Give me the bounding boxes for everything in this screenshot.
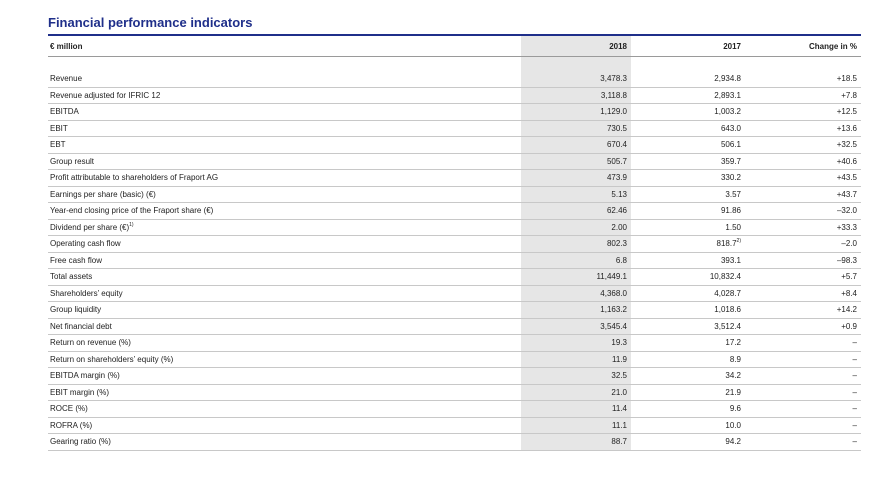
row-label	[48, 170, 521, 187]
value-2017-text: 643.0	[720, 123, 741, 133]
row-label-text: Year-end closing price of the Fraport share (€)	[50, 206, 214, 216]
row-label	[48, 269, 521, 286]
value-2017-text: 94.2	[725, 437, 741, 447]
row-label	[48, 434, 521, 451]
year-2017-header: 2017	[723, 41, 741, 51]
value-2017	[631, 269, 745, 286]
value-2018: 11.1	[521, 417, 631, 434]
value-2017-text: 506.1	[720, 140, 741, 150]
value-2017	[631, 417, 745, 434]
row-label-text: Net financial debt	[50, 321, 112, 331]
row-label	[48, 302, 521, 319]
value-2017-text: 818.7	[716, 239, 737, 249]
value-2017	[631, 384, 745, 401]
row-label-text: EBIT margin (%)	[50, 387, 109, 397]
value-2018: 4,368.0	[521, 285, 631, 302]
table-row	[48, 351, 861, 368]
value-2017	[631, 351, 745, 368]
value-2017-text: 91.86	[720, 206, 741, 216]
value-2018: 11,449.1	[521, 269, 631, 286]
row-label	[48, 285, 521, 302]
row-label-text: ROCE (%)	[50, 404, 88, 414]
table-row	[48, 153, 861, 170]
value-2018: 32.5	[521, 368, 631, 385]
table-row	[48, 219, 861, 236]
row-label-text: Group liquidity	[50, 305, 102, 315]
value-2017	[631, 318, 745, 335]
table-row	[48, 318, 861, 335]
change-percent: –	[745, 417, 861, 434]
row-label-text: Shareholders’ equity	[50, 288, 123, 298]
row-label-text: Profit attributable to shareholders of Fraport AG	[50, 173, 219, 183]
row-label-text: Gearing ratio (%)	[50, 437, 111, 447]
table-row	[48, 368, 861, 385]
change-percent: +43.5	[745, 170, 861, 187]
financial-table	[48, 36, 861, 451]
table-row	[48, 384, 861, 401]
value-2017-text: 8.9	[729, 354, 741, 364]
year-2018-header: 2018	[521, 36, 631, 57]
row-label	[48, 236, 521, 253]
value-2018: 3,478.3	[521, 71, 631, 87]
table-row	[48, 87, 861, 104]
value-2017-text: 330.2	[720, 173, 741, 183]
row-label	[48, 219, 521, 236]
value-2018: 730.5	[521, 120, 631, 137]
value-2017-text: 3,512.4	[714, 321, 741, 331]
table-row	[48, 434, 861, 451]
value-2017	[631, 120, 745, 137]
row-label-text: EBITDA	[50, 107, 79, 117]
value-2017-text: 10.0	[725, 420, 741, 430]
row-label-text: Revenue	[50, 74, 83, 84]
value-2018: 6.8	[521, 252, 631, 269]
row-label	[48, 186, 521, 203]
value-2018: 5.13	[521, 186, 631, 203]
change-percent: +14.2	[745, 302, 861, 319]
change-percent: –98.3	[745, 252, 861, 269]
row-label	[48, 417, 521, 434]
value-2017-text: 17.2	[725, 338, 741, 348]
table-body	[48, 57, 861, 451]
table-row	[48, 137, 861, 154]
table-row	[48, 285, 861, 302]
unit-header: € million	[50, 41, 83, 51]
change-percent: +13.6	[745, 120, 861, 137]
row-label-text: Earnings per share (basic) (€)	[50, 189, 156, 199]
change-percent: +18.5	[745, 71, 861, 87]
table-row	[48, 302, 861, 319]
table-row	[48, 401, 861, 418]
row-label	[48, 318, 521, 335]
value-2017	[631, 335, 745, 352]
table-row	[48, 335, 861, 352]
value-2017-text: 10,832.4	[709, 272, 741, 282]
value-2017-text: 1.50	[725, 222, 741, 232]
value-2017	[631, 137, 745, 154]
change-percent: –32.0	[745, 203, 861, 220]
row-label-text: ROFRA (%)	[50, 420, 93, 430]
table-row	[48, 417, 861, 434]
value-2017	[631, 87, 745, 104]
value-2018: 88.7	[521, 434, 631, 451]
table-row	[48, 269, 861, 286]
value-2017	[631, 71, 745, 87]
value-2018: 670.4	[521, 137, 631, 154]
value-2017	[631, 170, 745, 187]
value-2018: 473.9	[521, 170, 631, 187]
table-row	[48, 236, 861, 253]
table-row	[48, 186, 861, 203]
financial-indicators-section	[48, 14, 861, 451]
value-2017-text: 2,893.1	[714, 90, 741, 100]
row-label	[48, 368, 521, 385]
value-2018: 802.3	[521, 236, 631, 253]
value-2018: 62.46	[521, 203, 631, 220]
table-row	[48, 252, 861, 269]
row-label	[48, 104, 521, 121]
change-percent: –	[745, 434, 861, 451]
row-label-text: EBIT	[50, 123, 68, 133]
row-label	[48, 137, 521, 154]
value-2018: 19.3	[521, 335, 631, 352]
value-2018: 2.00	[521, 219, 631, 236]
table-row	[48, 120, 861, 137]
row-label	[48, 351, 521, 368]
row-label	[48, 252, 521, 269]
value-2017-text: 9.6	[729, 404, 741, 414]
table-row	[48, 71, 861, 87]
value-2018: 3,118.8	[521, 87, 631, 104]
value-2017	[631, 153, 745, 170]
row-label	[48, 71, 521, 87]
value-2018: 3,545.4	[521, 318, 631, 335]
value-2017	[631, 368, 745, 385]
change-header: Change in %	[808, 41, 857, 51]
row-label-text: Return on shareholders’ equity (%)	[50, 354, 174, 364]
value-2017	[631, 203, 745, 220]
value-2017-text: 34.2	[725, 371, 741, 381]
value-2018: 21.0	[521, 384, 631, 401]
value-2017	[631, 401, 745, 418]
value-2017	[631, 434, 745, 451]
value-2018: 11.4	[521, 401, 631, 418]
change-percent: –	[745, 401, 861, 418]
value-2017	[631, 285, 745, 302]
value-2017	[631, 302, 745, 319]
row-label-text: Return on revenue (%)	[50, 338, 131, 348]
change-percent: +43.7	[745, 186, 861, 203]
spacer-row	[48, 57, 861, 72]
value-2018: 1,163.2	[521, 302, 631, 319]
row-label	[48, 401, 521, 418]
value-2018: 1,129.0	[521, 104, 631, 121]
row-label	[48, 153, 521, 170]
change-percent: +7.8	[745, 87, 861, 104]
row-label	[48, 87, 521, 104]
value-2018: 11.9	[521, 351, 631, 368]
value-2017-text: 3.57	[725, 189, 741, 199]
change-percent: +33.3	[745, 219, 861, 236]
value-2017-text: 393.1	[720, 255, 741, 265]
row-label	[48, 120, 521, 137]
value-2017-text: 1,003.2	[714, 107, 741, 117]
row-label	[48, 335, 521, 352]
table-header-row	[48, 36, 861, 57]
value-2017	[631, 219, 745, 236]
value-2017	[631, 186, 745, 203]
value-2017-text: 1,018.6	[714, 305, 741, 315]
footnote-marker: 2)	[736, 238, 741, 245]
value-2018: 505.7	[521, 153, 631, 170]
change-percent: +8.4	[745, 285, 861, 302]
row-label-text: Free cash flow	[50, 255, 103, 265]
row-label-text: Revenue adjusted for IFRIC 12	[50, 90, 161, 100]
footnote-marker: 1)	[129, 221, 134, 228]
table-row	[48, 104, 861, 121]
change-percent: –	[745, 335, 861, 352]
row-label-text: Dividend per share (€)	[50, 222, 130, 232]
value-2017-text: 2,934.8	[714, 74, 741, 84]
value-2017-text: 21.9	[725, 387, 741, 397]
row-label	[48, 203, 521, 220]
table-row	[48, 170, 861, 187]
change-percent: –	[745, 351, 861, 368]
row-label-text: Total assets	[50, 272, 93, 282]
value-2017	[631, 236, 745, 253]
table-title: Financial performance indicators	[48, 15, 253, 30]
row-label-text: Operating cash flow	[50, 239, 121, 249]
value-2017-text: 359.7	[720, 156, 741, 166]
change-percent: +12.5	[745, 104, 861, 121]
change-percent: +32.5	[745, 137, 861, 154]
row-label-text: EBT	[50, 140, 66, 150]
row-label-text: Group result	[50, 156, 95, 166]
table-row	[48, 203, 861, 220]
change-percent: –2.0	[745, 236, 861, 253]
row-label-text: EBITDA margin (%)	[50, 371, 120, 381]
change-percent: –	[745, 368, 861, 385]
value-2017	[631, 104, 745, 121]
change-percent: +40.6	[745, 153, 861, 170]
value-2017-text: 4,028.7	[714, 288, 741, 298]
row-label	[48, 384, 521, 401]
change-percent: +5.7	[745, 269, 861, 286]
value-2017	[631, 252, 745, 269]
change-percent: –	[745, 384, 861, 401]
change-percent: +0.9	[745, 318, 861, 335]
